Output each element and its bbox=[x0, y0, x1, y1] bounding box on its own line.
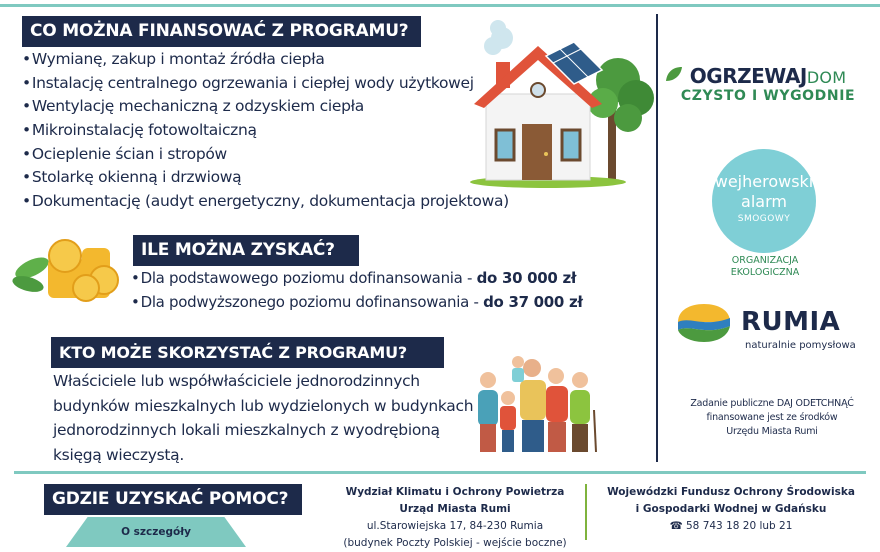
smog-logo-text: wejherowski bbox=[714, 172, 814, 191]
contact-city-office: Wydział Klimatu i Ochrony Powietrza Urząd Miasta Rumi ul.Starowiejska 17, 84-230 Rumia (budynek Poczty Polskiej - wejście boczne) bbox=[343, 486, 567, 549]
coins-illustration bbox=[10, 236, 124, 304]
rumia-emblem-icon bbox=[676, 302, 732, 344]
contact-divider bbox=[585, 484, 587, 540]
section-title-amounts: ILE MOŻNA ZYSKAĆ? bbox=[133, 235, 359, 266]
section-title-help: GDZIE UZYSKAĆ POMOC? bbox=[44, 484, 302, 515]
list-item: •Instalację centralnego ogrzewania i ciepłej wody użytkowej bbox=[22, 73, 474, 92]
contact-wfosigw: Wojewódzki Fundusz Ochrony Środowiska i Gospodarki Wodnej w Gdańsku ☎ 58 743 18 20 lub 21 bbox=[607, 486, 855, 532]
section-title-eligibility: KTO MOŻE SKORZYSTAĆ Z PROGRAMU? bbox=[51, 337, 444, 368]
list-item: •Wentylację mechaniczną z odzyskiem ciepła bbox=[22, 97, 364, 116]
list-item: •Dokumentację (audyt energetyczny, dokumentacja projektowa) bbox=[22, 192, 509, 211]
rumia-tagline: naturalnie pomysłowa bbox=[745, 340, 856, 351]
ogrzewaj-logo: OGRZEWAJDOM CZYSTO I WYGODNIE bbox=[680, 64, 856, 104]
section-title-financing: CO MOŻNA FINANSOWAĆ Z PROGRAMU? bbox=[22, 16, 421, 47]
list-item: •Dla podwyższonego poziomu dofinansowania - do 37 000 zł bbox=[131, 293, 583, 311]
amounts-list bbox=[131, 266, 583, 314]
family-illustration bbox=[470, 350, 600, 456]
smog-logo-text: alarm bbox=[741, 192, 787, 211]
list-item: •Ocieplenie ścian i stropów bbox=[22, 144, 227, 163]
smog-logo-text: SMOGOWY bbox=[737, 214, 791, 224]
list-item: •Stolarkę okienną i drzwiową bbox=[22, 168, 242, 187]
list-item: •Wymianę, zakup i montaż źródła ciepła bbox=[22, 50, 325, 68]
eligibility-text: Właściciele lub współwłaściciele jednorodzinnych budynków mieszkalnych lub wydzielonych w budynkach jednorodzinnych lokali mieszkalnych z wyodrębioną księgą wieczystą. bbox=[53, 372, 474, 464]
list-item: •Mikroinstalację fotowoltaiczną bbox=[22, 121, 257, 140]
top-rule bbox=[0, 4, 880, 7]
organization-label: ORGANIZACJA EKOLOGICZNA bbox=[730, 255, 800, 278]
rumia-logo: RUMIA bbox=[741, 307, 841, 337]
funding-note: Zadanie publiczne DAJ ODETCHNĄĆ finansowane jest ze środków Urzędu Miasta Rumi bbox=[690, 398, 854, 437]
house-illustration bbox=[468, 18, 658, 190]
bottom-rule bbox=[14, 471, 866, 474]
list-item: •Dla podstawowego poziomu dofinansowania - do 30 000 zł bbox=[131, 269, 577, 287]
financing-list bbox=[22, 48, 509, 214]
details-ribbon-text: O szczegóły bbox=[121, 526, 191, 538]
